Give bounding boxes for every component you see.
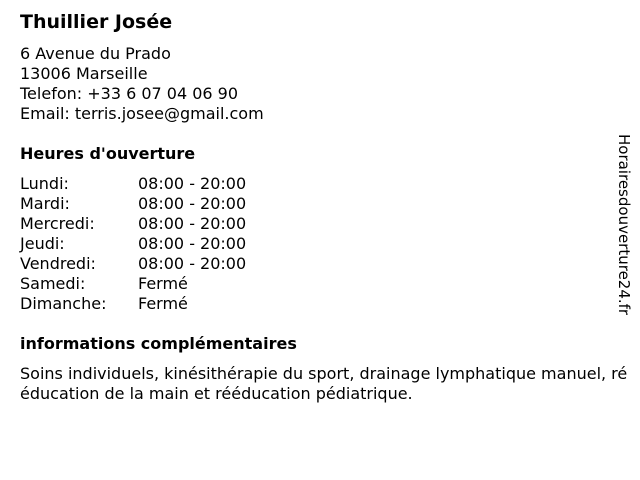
hours-row: [20, 194, 610, 214]
contact-block: [20, 44, 610, 124]
hours-row: [20, 294, 610, 314]
hours-row: [20, 254, 610, 274]
time-value: Fermé: [138, 294, 188, 313]
time-value: 08:00 - 20:00: [138, 234, 247, 253]
day-label: Jeudi:: [20, 234, 65, 253]
time-value: 08:00 - 20:00: [138, 214, 247, 233]
day-label: Lundi:: [20, 174, 69, 193]
day-label: Dimanche:: [20, 294, 107, 313]
hours-row: [20, 274, 610, 294]
business-name: Thuillier Josée: [20, 11, 173, 33]
day-label: Vendredi:: [20, 254, 96, 273]
hours-title: Heures d'ouverture: [20, 144, 196, 163]
street-address: 6 Avenue du Prado: [20, 44, 171, 63]
hours-row: [20, 174, 610, 194]
day-label: Mardi:: [20, 194, 70, 213]
time-value: 08:00 - 20:00: [138, 174, 247, 193]
phone-number: Telefon: +33 6 07 04 06 90: [20, 84, 239, 103]
hours-row: [20, 234, 610, 254]
city-address: 13006 Marseille: [20, 64, 148, 83]
hours-row: [20, 214, 610, 234]
hours-table: [20, 174, 610, 314]
time-value: 08:00 - 20:00: [138, 194, 247, 213]
day-label: Mercredi:: [20, 214, 95, 233]
day-label: Samedi:: [20, 274, 86, 293]
site-watermark: Horairesdouverture24.fr: [615, 134, 633, 316]
time-value: Fermé: [138, 274, 188, 293]
time-value: 08:00 - 20:00: [138, 254, 247, 273]
info-description: Soins individuels, kinésithérapie du sport, drainage lymphatique manuel, rééducation de la main et rééducation pédiatrique.: [20, 364, 628, 403]
info-title: informations complémentaires: [20, 334, 297, 353]
email-address: Email: terris.josee@gmail.com: [20, 104, 264, 123]
